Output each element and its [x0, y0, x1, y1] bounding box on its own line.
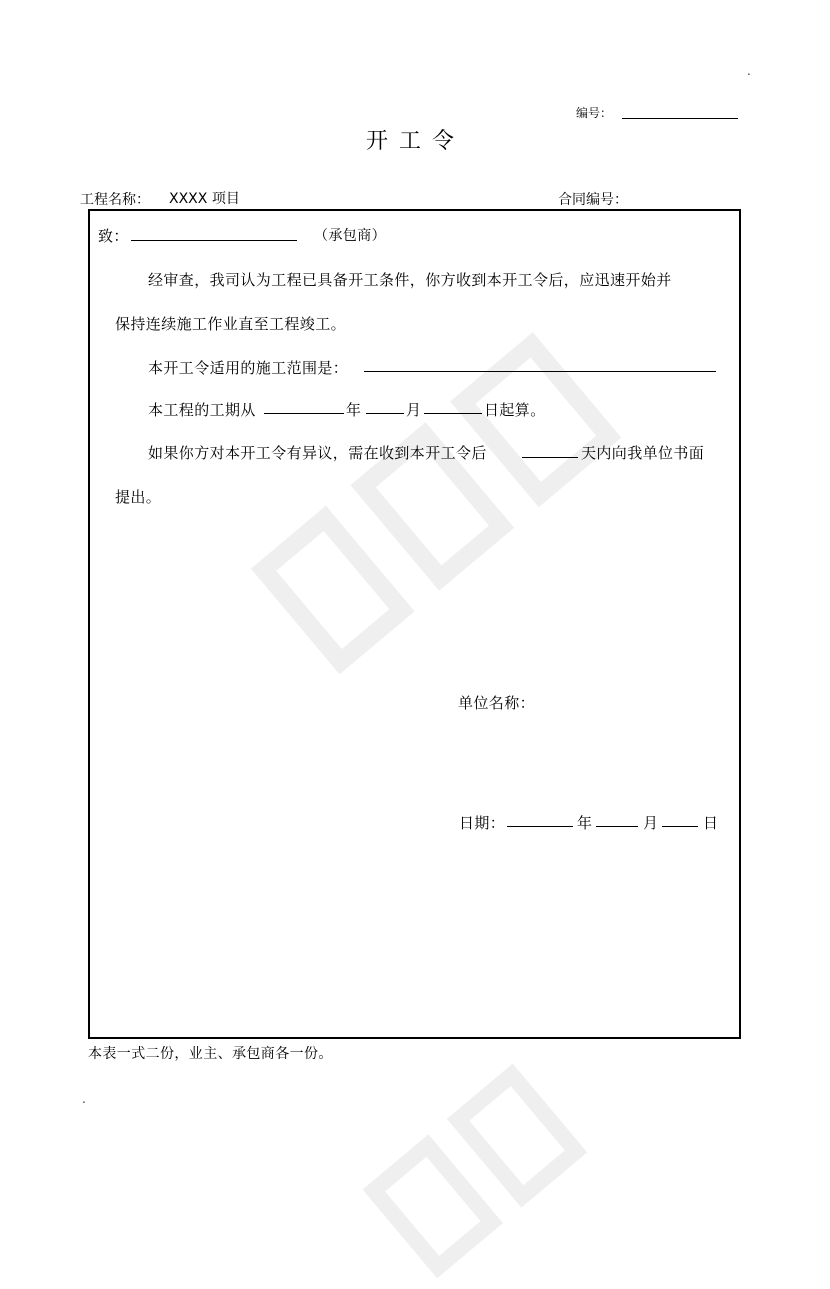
- project-name-value: XXXX 项目: [169, 191, 240, 207]
- period-year-label: 年: [346, 401, 362, 419]
- scope-blank[interactable]: [364, 357, 716, 372]
- date-day-blank[interactable]: [662, 812, 698, 827]
- corner-dot-bottom: .: [82, 1092, 86, 1106]
- paragraph-1-line-2: 保持连续施工作业直至工程竣工。: [115, 315, 347, 333]
- contractor-role: （承包商）: [314, 228, 386, 244]
- scope-label: 本开工令适用的施工范围是：: [148, 359, 349, 377]
- objection-prefix: 如果你方对本开工令有异议，需在收到本开工令后: [148, 444, 487, 462]
- unit-name-label: 单位名称：: [458, 694, 536, 712]
- date-day-label: 日: [703, 814, 719, 832]
- date-year-label: 年: [577, 814, 593, 832]
- objection-line-2: 提出。: [115, 488, 162, 506]
- date-month-label: 月: [643, 814, 659, 832]
- date-label: 日期：: [459, 814, 506, 832]
- contractor-name-blank[interactable]: [131, 226, 297, 241]
- period-prefix: 本工程的工期从: [148, 401, 256, 419]
- corner-dot-top: .: [747, 64, 751, 78]
- date-year-blank[interactable]: [507, 812, 573, 827]
- period-suffix: 日起算。: [484, 401, 546, 419]
- contract-number-label: 合同编号：: [558, 192, 628, 208]
- to-label: 致：: [98, 227, 129, 245]
- footer-note: 本表一式二份，业主、承包商各一份。: [88, 1046, 333, 1062]
- period-month-blank[interactable]: [366, 399, 404, 414]
- page-title: 开 工 令: [366, 129, 456, 154]
- number-label: 编号：: [576, 106, 613, 120]
- project-name-label: 工程名称：: [80, 192, 150, 208]
- period-year-blank[interactable]: [264, 399, 344, 414]
- objection-days-blank[interactable]: [522, 443, 578, 458]
- date-month-blank[interactable]: [596, 812, 638, 827]
- number-blank[interactable]: [622, 104, 738, 119]
- period-day-blank[interactable]: [424, 399, 482, 414]
- paragraph-1-line-1: 经审查，我司认为工程已具备开工条件，你方收到本开工令后，应迅速开始并: [148, 271, 672, 289]
- objection-suffix: 天内向我单位书面: [581, 444, 705, 462]
- period-month-label: 月: [406, 401, 422, 419]
